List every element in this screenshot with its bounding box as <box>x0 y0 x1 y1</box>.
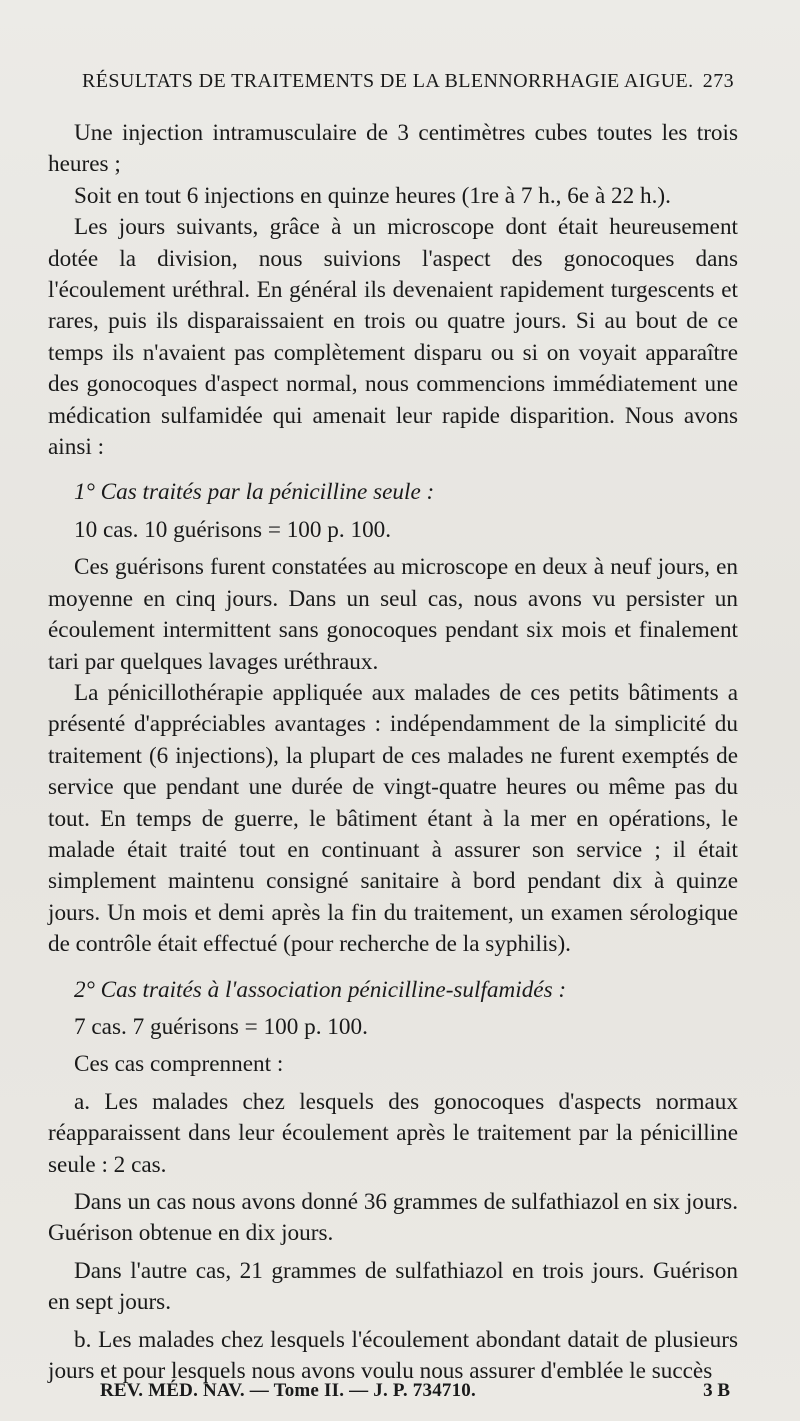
header-title: RÉSULTATS DE TRAITEMENTS DE LA BLENNORRHAGIE AIGUE. <box>82 70 694 92</box>
paragraph-total-injections: Soit en tout 6 injections en quinze heures (1re à 7 h., 6e à 22 h.). <box>74 182 671 209</box>
signature-mark: 3 B <box>703 1380 730 1401</box>
page-footer <box>100 1380 730 1402</box>
paragraph-microscope: Les jours suivants, grâce à un microscope dont était heureusement dotée la division, nous suivions l'aspect des gonocoques dans l'écoulement uréthral. En général ils devenaient rapidement turgescents et rares, puis ils disparaissaient en trois ou quatre jours. Si au bout de ce temps ils n'avaient pas complètement disparu ou si on voyait apparaître des gonocoques d'aspect normal, nous commencions immédiatement une médication sulfamidée qui amenait leur rapide disparition. Nous avons ainsi : <box>48 214 738 461</box>
footer-reference: REV. MÉD. NAV. — Tome II. — J. P. 734710. <box>100 1380 476 1401</box>
section-heading-penicillin: 1° Cas traités par la pénicilline seule : <box>74 479 435 506</box>
result-penicillin: 10 cas. 10 guérisons = 100 p. 100. <box>74 516 392 543</box>
running-header <box>82 70 734 93</box>
paragraph-first-case: Dans un cas nous avons donné 36 grammes de sulfathiazol en six jours. Guérison obtenue en dix jours. <box>48 1189 738 1247</box>
section-heading-association: 2° Cas traités à l'association pénicilline-sulfamidés : <box>74 976 567 1003</box>
paragraph-advantages: La pénicillothérapie appliquée aux malades de ces petits bâtiments a présenté d'appréciables avantages : indépendamment de la simplicité du traitement (6 injections), la plupart de ces malades ne furent exemptés de service que pendant une durée de vingt-quatre heures ou même pas du tout. En temps de guerre, le bâtiment étant à la mer en opérations, le malade était traité tout en continuant à assurer son service ; il était simplement maintenu consigné sanitaire à bord pendant dix à quinze jours. Un mois et demi après la fin du traitement, un examen sérologique de contrôle était effectué (pour recherche de la syphilis). <box>48 679 738 958</box>
paragraph-cures: Ces guérisons furent constatées au microscope en deux à neuf jours, en moyenne en cinq jours. Dans un seul cas, nous avons vu persister un écoulement intermittent sans gonocoques pendant six mois et finalement tari par quelques lavages uréthraux. <box>48 554 738 675</box>
result-association: 7 cas. 7 guérisons = 100 p. 100. <box>74 1013 368 1040</box>
paragraph-case-a: a. Les malades chez lesquels des gonocoques d'aspects normaux réapparaissent dans leur écoulement après le traitement par la pénicilline seule : 2 cas. <box>48 1088 738 1178</box>
paragraph-cases-include: Ces cas comprennent : <box>74 1051 284 1078</box>
paragraph-case-b: b. Les malades chez lesquels l'écoulement abondant datait de plusieurs jours et pour lesquels nous avons voulu nous assurer d'emblée le succès <box>48 1326 738 1385</box>
page-body <box>48 118 738 1387</box>
paragraph-injection: Une injection intramusculaire de 3 centimètres cubes toutes les trois heures ; <box>48 120 738 178</box>
page-number: 273 <box>702 70 734 92</box>
paragraph-second-case: Dans l'autre cas, 21 grammes de sulfathiazol en trois jours. Guérison en sept jours. <box>48 1257 738 1316</box>
